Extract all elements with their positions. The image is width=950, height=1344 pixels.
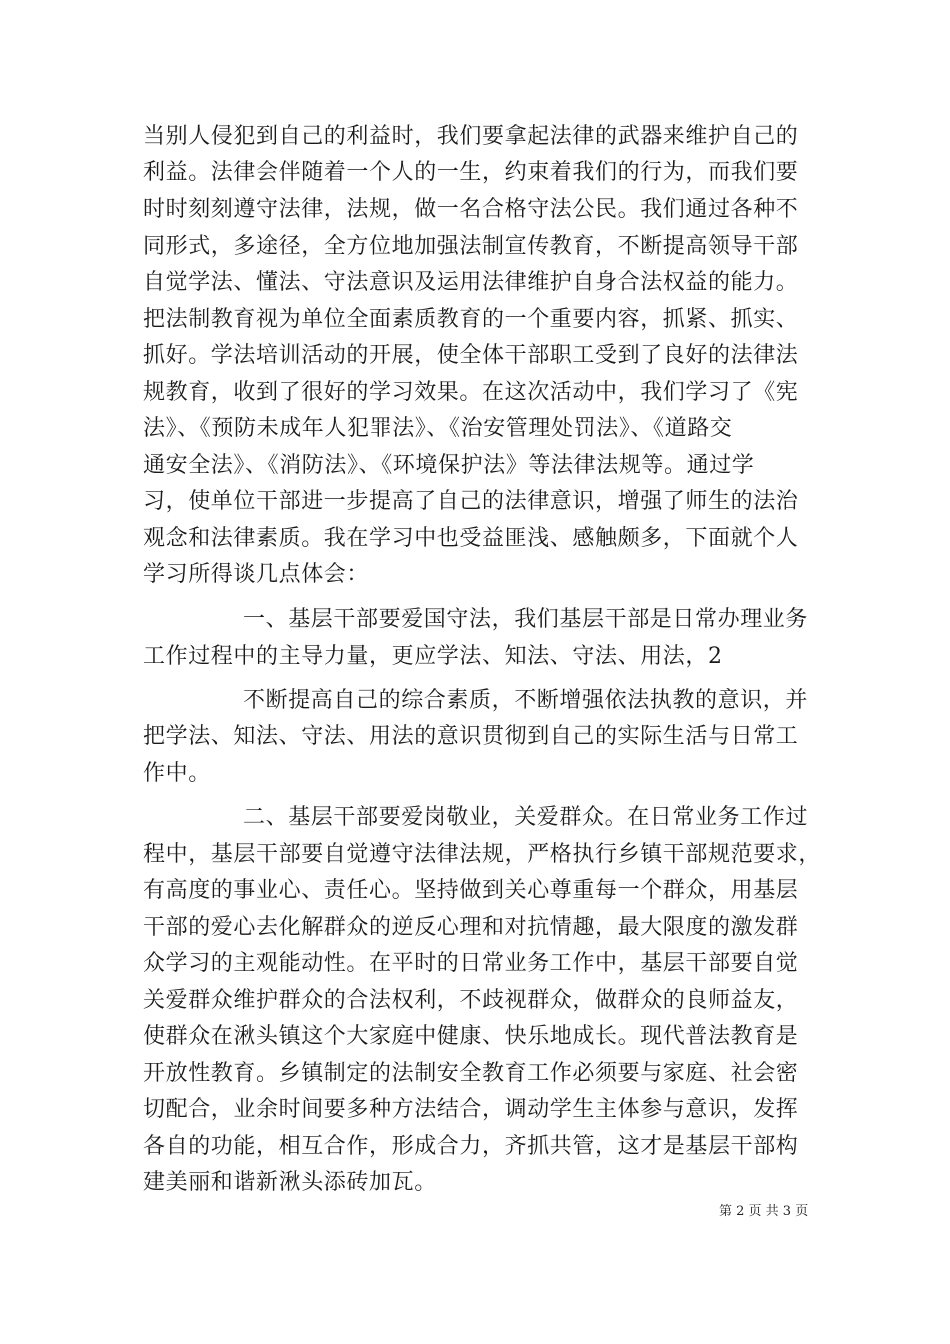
section-two-line: 有高度的事业心、责任心。坚持做到关心尊重每一个群众，用基层 xyxy=(143,878,799,903)
section-one-cont-line: 不断提高自己的综合素质，不断增强依法执教的意识，并 xyxy=(243,688,809,713)
paragraph-intro-line: 利益。法律会伴随着一个人的一生，约束着我们的行为，而我们要 xyxy=(143,160,799,185)
paragraph-intro-line: 通安全法》、《消防法》、《环境保护法》等法律法规等。通过学 xyxy=(143,453,755,478)
paragraph-intro-line: 规教育，收到了很好的学习效果。在这次活动中，我们学习了《宪 xyxy=(143,380,799,405)
paragraph-intro-line: 学习所得谈几点体会： xyxy=(143,562,370,587)
paragraph-intro-line: 把法制教育视为单位全面素质教育的一个重要内容，抓紧、抓实、 xyxy=(143,307,799,332)
paragraph-intro-line: 时时刻刻遵守法律，法规，做一名合格守法公民。我们通过各种不 xyxy=(143,197,799,222)
section-two-heading-line: 二、基层干部要爱岗敬业，关爱群众。在日常业务工作过 xyxy=(243,805,809,830)
paragraph-intro-line: 抓好。学法培训活动的开展，使全体干部职工受到了良好的法律法 xyxy=(143,343,799,368)
section-one-heading-line: 一、基层干部要爱国守法，我们基层干部是日常办理业务 xyxy=(243,607,809,632)
section-two-line: 使群众在湫头镇这个大家庭中健康、快乐地成长。现代普法教育是 xyxy=(143,1024,799,1049)
section-one-cont-line: 作中。 xyxy=(143,761,211,786)
paragraph-intro-line: 同形式，多途径，全方位地加强法制宣传教育，不断提高领导干部 xyxy=(143,234,799,259)
page-number: 第 2 页 共 3 页 xyxy=(719,1204,809,1219)
section-one-line: 工作过程中的主导力量，更应学法、知法、守法、用法，2 xyxy=(143,644,723,669)
section-two-line: 开放性教育。乡镇制定的法制安全教育工作必须要与家庭、社会密 xyxy=(143,1061,799,1086)
section-two-line: 建美丽和谐新湫头添砖加瓦。 xyxy=(143,1170,437,1195)
section-two-line: 程中，基层干部要自觉遵守法律法规，严格执行乡镇干部规范要求， xyxy=(143,842,822,867)
section-two-line: 众学习的主观能动性。在平时的日常业务工作中，基层干部要自觉 xyxy=(143,951,799,976)
section-two-line: 切配合，业余时间要多种方法结合，调动学生主体参与意识，发挥 xyxy=(143,1097,799,1122)
paragraph-intro-line: 法》、《预防未成年人犯罪法》、《治安管理处罚法》、《道路交 xyxy=(143,416,733,441)
section-two-line: 各自的功能，相互合作，形成合力，齐抓共管，这才是基层干部构 xyxy=(143,1134,799,1159)
paragraph-intro-line: 自觉学法、懂法、守法意识及运用法律维护自身合法权益的能力。 xyxy=(143,270,799,295)
section-one-cont-line: 把学法、知法、守法、用法的意识贯彻到自己的实际生活与日常工 xyxy=(143,724,799,749)
section-two-line: 关爱群众维护群众的合法权利，不歧视群众，做群众的良师益友， xyxy=(143,988,799,1013)
paragraph-intro-line: 当别人侵犯到自己的利益时，我们要拿起法律的武器来维护自己的 xyxy=(143,124,799,149)
paragraph-intro-line: 观念和法律素质。我在学习中也受益匪浅、感触颇多，下面就个人 xyxy=(143,526,799,551)
paragraph-intro-line: 习，使单位干部进一步提高了自己的法律意识，增强了师生的法治 xyxy=(143,489,799,514)
section-two-line: 干部的爱心去化解群众的逆反心理和对抗情趣，最大限度的激发群 xyxy=(143,915,799,940)
